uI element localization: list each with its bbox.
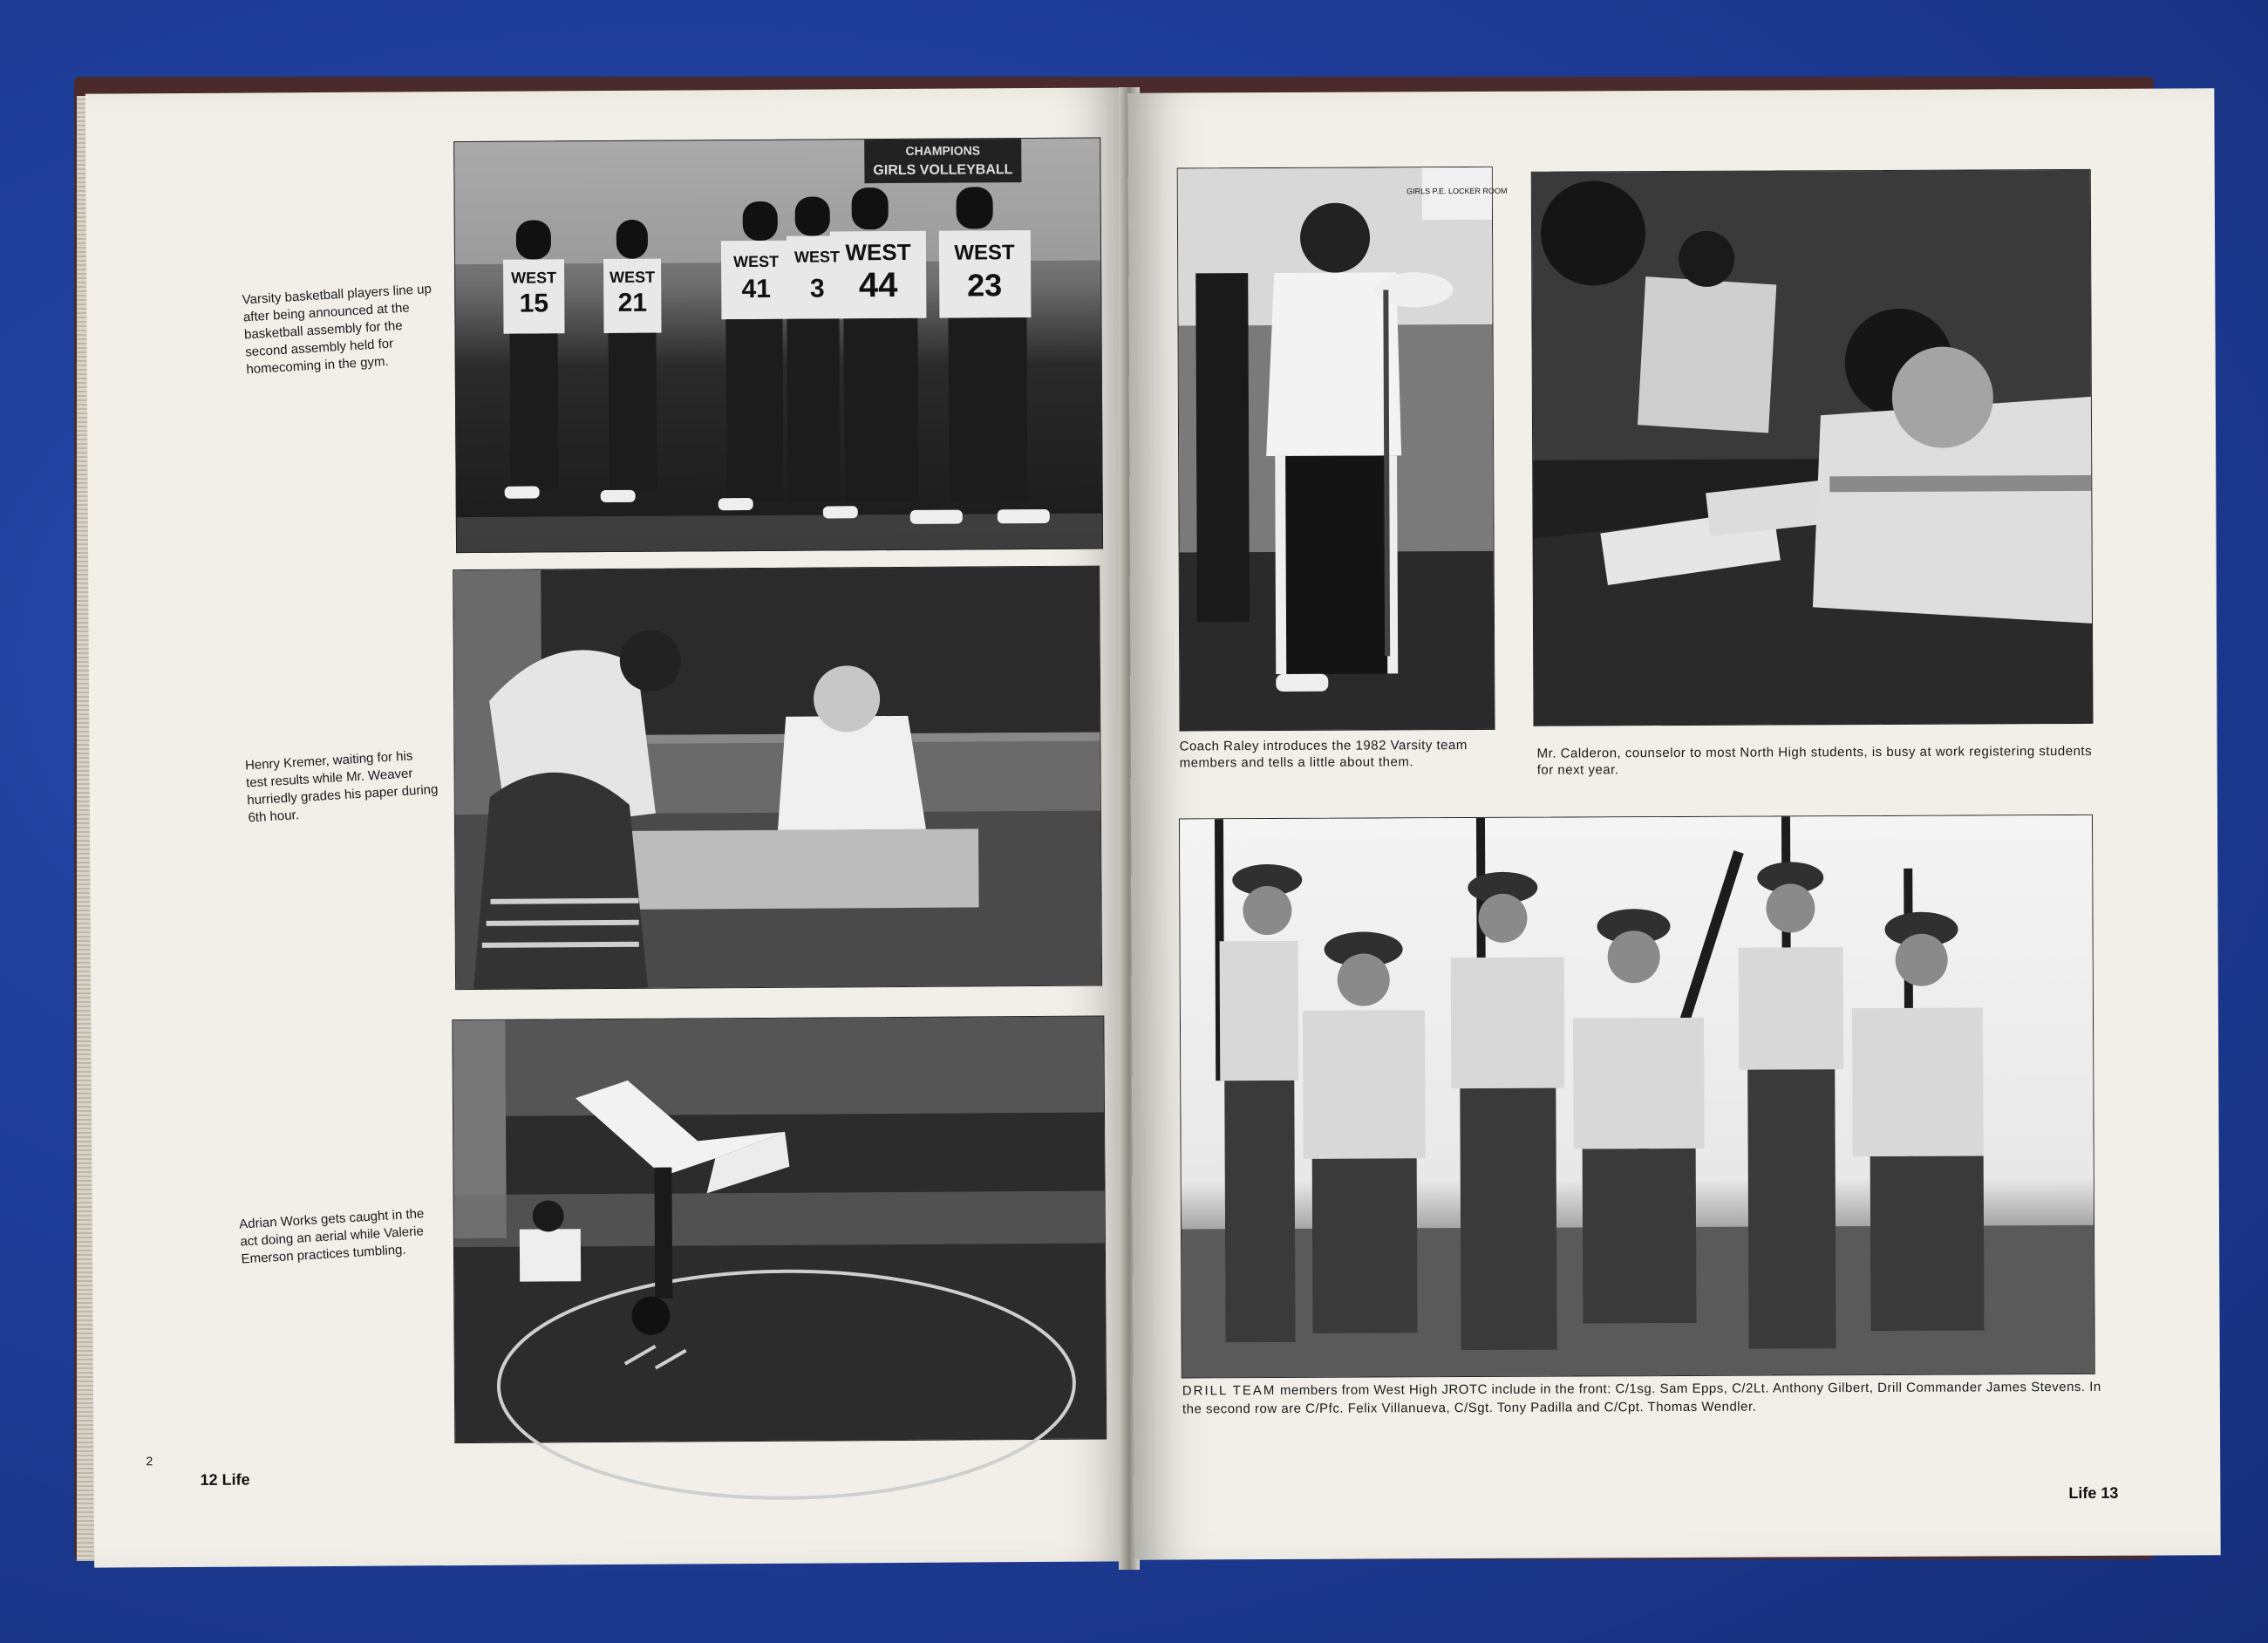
jersey-team-6: WEST [954, 241, 1015, 265]
caption-tumbling: Adrian Works gets caught in the act doing an aerial while Valerie Emerson practices tumbling. [238, 1206, 425, 1267]
jersey-number-4: 3 [809, 274, 825, 303]
jersey-team-3: WEST [732, 252, 780, 271]
jersey-team-5: WEST [845, 238, 911, 266]
caption-drill-team [1182, 1378, 2107, 1419]
photo-tumbling [452, 1016, 1107, 1444]
banner-top: CHAMPIONS [905, 143, 981, 158]
caption-drill-body: members from West High JROTC include in the front: C/1sg. Sam Epps, C/2Lt. Anthony Gilbert, Drill Commander James Stevens. In the second row are C/Pfc. Felix Villanueva, C/Sgt. Tony Padilla and C/Cpt. Thomas Wendler. [1182, 1379, 2101, 1417]
banner-girls-volleyball: GIRLS VOLLEYBALL [873, 162, 1013, 179]
jersey-team-1: WEST [511, 269, 557, 287]
locker-sign: GIRLS P.E. LOCKER ROOM [1406, 186, 1508, 196]
jersey-number-6: 23 [967, 267, 1003, 303]
left-page [85, 87, 1135, 1567]
caption-test-grading: Henry Kremer, waiting for his test results while Mr. Weaver hurriedly grades his paper during 6th hour. [244, 748, 439, 826]
caption-coach: Coach Raley introduces the 1982 Varsity team members and tells a little about them. [1179, 738, 1468, 771]
jersey-number-1: 15 [519, 289, 549, 318]
photo-test-grading [453, 566, 1102, 991]
caption-basketball: Varsity basketball players line up after being announced at the basketball assembly for the second assembly held for homecoming in the gym. [242, 281, 432, 378]
jersey-team-4: WEST [793, 248, 841, 266]
folio-right: Life 13 [2068, 1483, 2119, 1503]
jersey-team-2: WEST [610, 268, 656, 286]
jersey-number-5: 44 [858, 265, 898, 305]
folio-small: 2 [146, 1454, 153, 1469]
folio-left: 12 Life [200, 1470, 250, 1489]
caption-drill-lead: DRILL TEAM [1182, 1382, 1277, 1399]
jersey-number-2: 21 [617, 288, 648, 317]
photo-counselor [1531, 169, 2094, 726]
jersey-number-3: 41 [741, 274, 772, 304]
caption-counselor: Mr. Calderon, counselor to most North High students, is busy at work registering students for next year. [1536, 743, 2093, 778]
photo-drill-team [1179, 815, 2095, 1379]
right-page [1127, 88, 2220, 1559]
photo-coach-raley [1177, 167, 1508, 732]
photo-basketball-players [453, 138, 1103, 554]
